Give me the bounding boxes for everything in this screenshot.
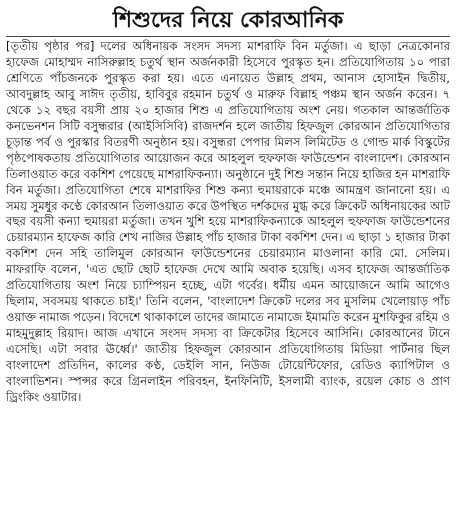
article-headline: শিশুদের নিয়ে কোরআনিক xyxy=(112,8,344,33)
article-body: [তৃতীয় পৃষ্ঠার পর] দলের অধিনায়ক সংসদ সদস্য মাশরাফি বিন মর্তুজা। এ ছাড়া নেত্রকোনার হাফেজ মোহাম্মদ নাসিরুল্লাহ চতুর্থ স্থান অর্জনকারী হিসেবে পুরস্কৃত হন। প্রতিযোগিতায় ১০ পারা শ্রেণিতে পাঁচজনকে পুরস্কৃত করা হয়। এতে এনায়েত উল্লাহ প্রথম, আনাস হোসাইন দ্বিতীয়, আবদুল্লাহ আবু সাঈদ তৃতীয়, হাবিবুর রহমান চতুর্থ ও মারুফ বিল্লাহ পঞ্চম স্থান অর্জন করেন। ৭ থেকে ১২ বছর বয়সী প্রায় ২০ হাজার শিশু এ প্রতিযোগিতায় অংশ নেয়। গতকাল আন্তর্জাতিক কনভেনশন সিটি বসুন্ধরার (আইসিসিবি) রাজদর্শন হলে জাতীয় হিফজুল কোরআন প্রতিযোগিতার চূড়ান্ত পর্ব ও পুরস্কার বিতরণী অনুষ্ঠান হয়। বসুন্ধরা পেপার মিলস লিমিটেড ও গোল্ড মার্ক বিস্কুটের পৃষ্ঠপোষকতায় প্রতিযোগিতার আয়োজন করে আহলুল হুফফাজ ফাউন্ডেশন বাংলাদেশ। কোরআন তিলাওয়াত করে বকশিশ পেয়েছে মাশরাফিকন্যা। অনুষ্ঠানে দুই শিশু সন্তান নিয়ে হাজির হন মাশরাফি বিন মর্তুজা। প্রতিযোগিতা শেষে মাশরাফির শিশু কন্যা হুমায়রাকে মঞ্চে আমন্ত্রণ জানানো হয়। এ সময় সুমধুর কণ্ঠে কোরআন তিলাওয়াত করে উপস্থিত দর্শকদের মুগ্ধ করে ক্রিকেট অধিনায়কের আট বছর বয়সী কন্যা হুমায়রা মর্তুজা। তখন খুশি হয়ে মাশরাফিকন্যাকে আহলুল হুফফাজ ফাউন্ডেশনের চেয়ারম্যান হাফেজ কারি শেখ নাজির উল্লাহ পাঁচ হাজার টাকা বকশিশ দেন। এ ছাড়া ১ হাজার টাকা বকশিশ দেন সহি তালিমুল কোরআন ফাউন্ডেশনের চেয়ারম্যান মাওলানা কারি মো. সেলিম। মাফরাফি বলেন, 'এত ছোট ছোট হাফেজ দেখে আমি অবাক হয়েছি। এসব হাফেজ আন্তর্জাতিক প্রতিযোগিতায় অংশ নিয়ে চ্যাম্পিয়ন হচ্ছে, এটা গর্বের। ধর্মীয় এমন আয়োজনে আমি আগেও ছিলাম, সবসময় থাকতে চাই।' তিনি বলেন, 'বাংলাদেশ ক্রিকেট দলের সব মুসলিম খেলোয়াড় পাঁচ ওয়াক্ত নামাজ পড়েন। বিদেশে থাকাকালে তাদের জামাতে নামাজে ইমামতি করেন মুশফিকুর রহিম ও মাহমুদুল্লাহ রিয়াদ। আজ এখানে সংসদ সদস্য বা ক্রিকেটার হিসেবে আসিনি। কোরআনের টানে এসেছি। এটা সবার ঊর্ধ্বে।' জাতীয় হিফজুল কোরআন প্রতিযোগিতায় মিডিয়া পার্টনার ছিল বাংলাদেশ প্রতিদিন, কালের কণ্ঠ, ডেইলি সান, নিউজ টোয়েন্টিফোর, রেডিও ক্যাপিটাল ও বাংলাভিশন। স্পন্সর করে গ্রিনলাইন পরিবহন, ইনফিনিটি, ইসলামী ব্যাংক, রয়েল কোচ ও প্রাণ ড্রিংকিং ওয়াটার। xyxy=(6,39,450,404)
headline-divider xyxy=(6,36,450,37)
